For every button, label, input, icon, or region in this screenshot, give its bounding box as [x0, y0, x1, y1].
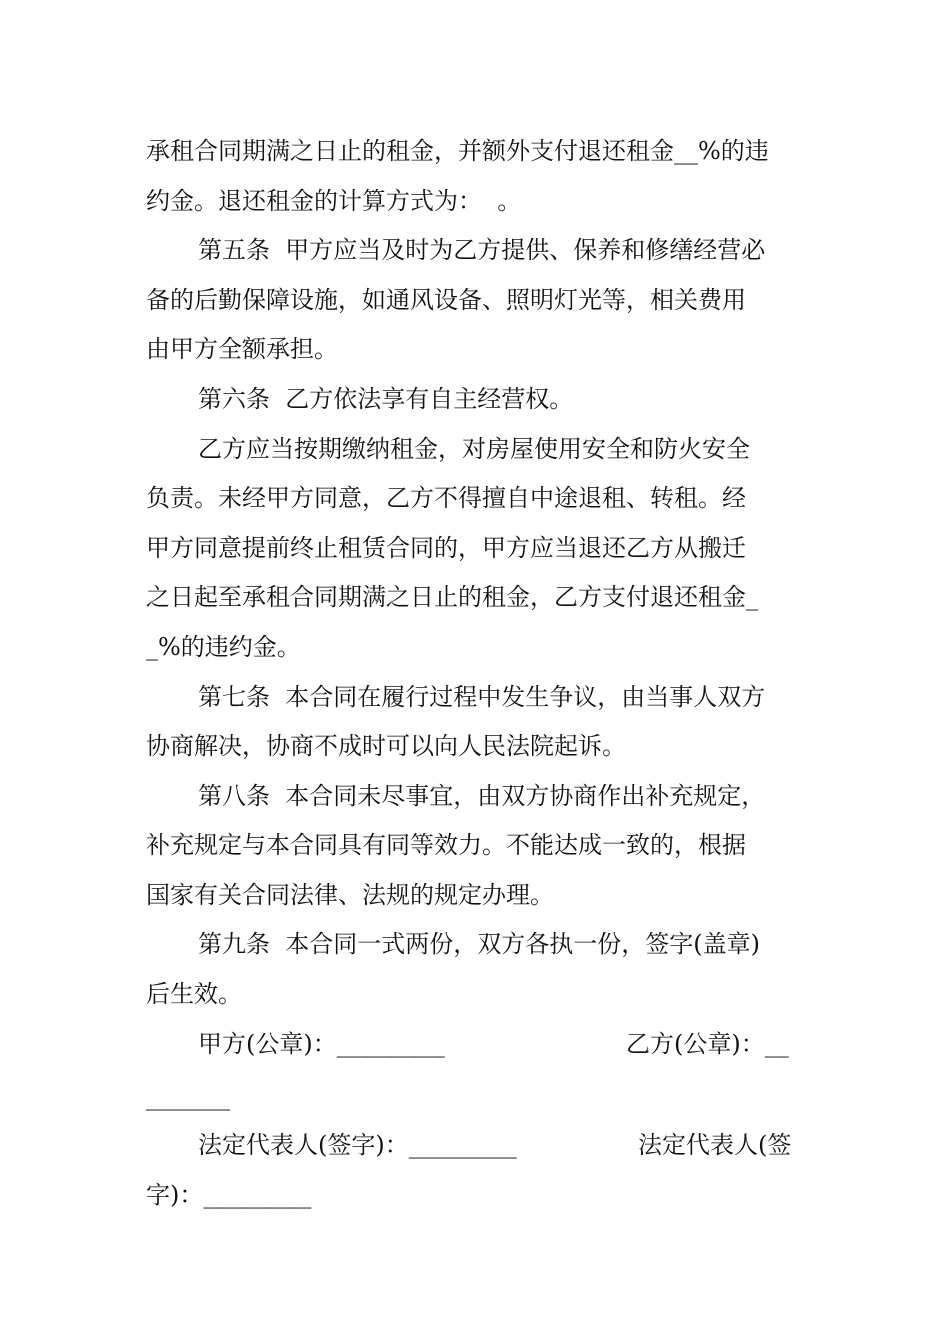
text-line: 之日起至承租合同期满之日止的租金，乙方支付退还租金_ — [146, 583, 758, 611]
text-line: 备的后勤保障设施，如通风设备、照明灯光等，相关费用 — [146, 286, 746, 314]
text-line: 负责。未经甲方同意，乙方不得擅自中途退租、转租。经 — [146, 484, 746, 512]
text-line: 甲方同意提前终止租赁合同的，甲方应当退还乙方从搬迁 — [146, 534, 746, 562]
party-b-representative-line: 法定代表人(签 — [638, 1131, 792, 1159]
party-b-representative-continuation: 字)：_________ — [146, 1181, 312, 1209]
text-line: 乙方应当按期缴纳租金，对房屋使用安全和防火安全 — [198, 435, 750, 463]
party-a-seal-line: 甲方(公章)：_________ — [198, 1030, 445, 1058]
text-line: 国家有关合同法律、法规的规定办理。 — [146, 881, 554, 909]
text-line: 约金。退还租金的计算方式为： 。 — [146, 187, 522, 215]
party-a-representative-line: 法定代表人(签字)：_________ — [198, 1131, 517, 1159]
clause-6-heading-line: 第六条 乙方依法享有自主经营权。 — [198, 385, 574, 413]
text-line: 补充规定与本合同具有同等效力。不能达成一致的，根据 — [146, 831, 746, 859]
text-line: _%的违约金。 — [146, 633, 301, 661]
clause-8-heading-line: 第八条 本合同未尽事宜，由双方协商作出补充规定， — [198, 782, 766, 810]
clause-5-heading-line: 第五条 甲方应当及时为乙方提供、保养和修缮经营必 — [198, 236, 766, 264]
text-line: 后生效。 — [146, 980, 242, 1008]
party-b-seal-continuation: _______ — [146, 1083, 230, 1111]
clause-7-heading-line: 第七条 本合同在履行过程中发生争议，由当事人双方 — [198, 683, 766, 711]
text-line: 承租合同期满之日止的租金，并额外支付退还租金__%的违 — [146, 137, 769, 165]
clause-9-heading-line: 第九条 本合同一式两份，双方各执一份，签字(盖章) — [198, 930, 760, 958]
text-line: 由甲方全额承担。 — [146, 335, 338, 363]
party-b-seal-line: 乙方(公章)：__ — [626, 1030, 789, 1058]
text-line: 协商解决，协商不成时可以向人民法院起诉。 — [146, 732, 626, 760]
